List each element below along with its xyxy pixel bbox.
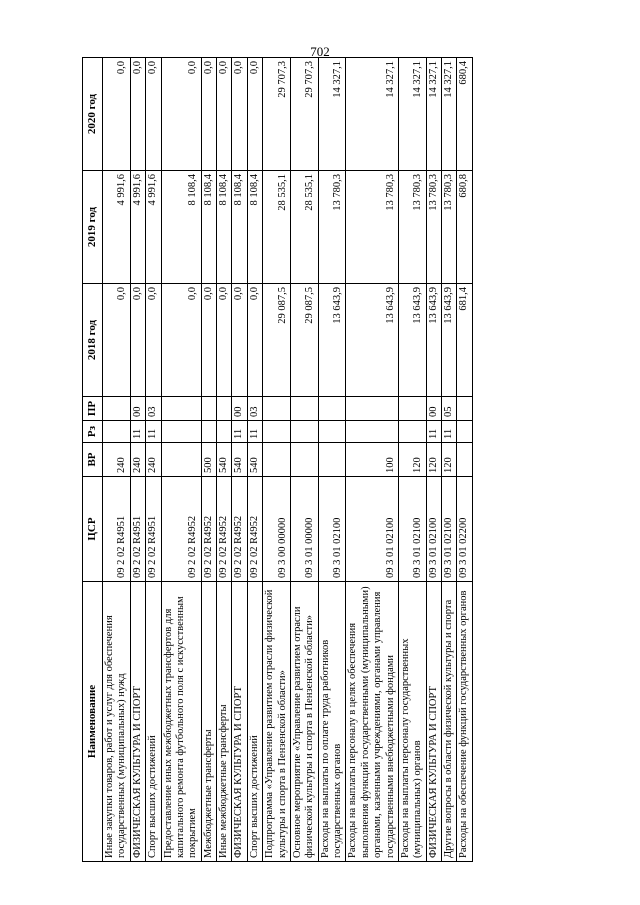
cell-vr [263, 443, 291, 477]
cell-2020: 0,0 [161, 58, 201, 171]
cell-pr: 00 [426, 397, 441, 421]
table-row [318, 58, 346, 862]
cell-rz: 11 [247, 421, 262, 443]
cell-vr: 540 [232, 443, 247, 477]
table-row [130, 58, 145, 862]
table-header-row [83, 58, 103, 862]
cell-csr: 09 3 01 00000 [290, 477, 318, 582]
cell-rz [398, 421, 426, 443]
cell-rz [457, 421, 472, 443]
table-row [457, 58, 472, 862]
table-row [346, 58, 399, 862]
cell-pr [217, 397, 232, 421]
cell-name: Расходы на выплаты по оплате труда работников государственных органов [318, 582, 346, 862]
cell-2018: 13 643,9 [442, 284, 457, 397]
cell-rz [346, 421, 399, 443]
cell-csr: 09 3 01 02100 [318, 477, 346, 582]
cell-2019: 13 780,3 [398, 171, 426, 284]
cell-vr: 540 [247, 443, 262, 477]
cell-pr: 03 [247, 397, 262, 421]
cell-rz [318, 421, 346, 443]
cell-rz: 11 [442, 421, 457, 443]
cell-csr: 09 2 02 R4952 [201, 477, 216, 582]
cell-name: ФИЗИЧЕСКАЯ КУЛЬТУРА И СПОРТ [130, 582, 145, 862]
cell-vr [318, 443, 346, 477]
cell-2020: 29 707,3 [263, 58, 291, 171]
header-2019: 2019 год [83, 171, 103, 284]
cell-pr [290, 397, 318, 421]
cell-vr [457, 443, 472, 477]
cell-csr: 09 2 02 R4952 [232, 477, 247, 582]
cell-csr: 09 2 02 R4951 [146, 477, 161, 582]
cell-csr: 09 3 01 02100 [398, 477, 426, 582]
header-rz: Рз [83, 421, 103, 443]
cell-2019: 680,8 [457, 171, 472, 284]
cell-2018: 0,0 [146, 284, 161, 397]
budget-table [82, 57, 473, 862]
cell-2019: 13 780,3 [318, 171, 346, 284]
header-csr: ЦСР [83, 477, 103, 582]
cell-2019: 8 108,4 [247, 171, 262, 284]
cell-csr: 09 2 02 R4952 [161, 477, 201, 582]
header-pr: ПР [83, 397, 103, 421]
cell-pr [201, 397, 216, 421]
cell-2018: 0,0 [217, 284, 232, 397]
cell-2018: 0,0 [247, 284, 262, 397]
cell-2020: 0,0 [232, 58, 247, 171]
cell-pr [263, 397, 291, 421]
table-row [217, 58, 232, 862]
cell-name: Межбюджетные трансферты [201, 582, 216, 862]
table-row [398, 58, 426, 862]
cell-vr: 500 [201, 443, 216, 477]
cell-csr: 09 2 02 R4951 [103, 477, 131, 582]
cell-2020: 680,4 [457, 58, 472, 171]
cell-name: ФИЗИЧЕСКАЯ КУЛЬТУРА И СПОРТ [232, 582, 247, 862]
cell-2019: 13 780,3 [426, 171, 441, 284]
cell-vr: 240 [130, 443, 145, 477]
table-row [426, 58, 441, 862]
cell-2018: 0,0 [130, 284, 145, 397]
cell-2018: 681,4 [457, 284, 472, 397]
cell-rz [217, 421, 232, 443]
cell-name: Подпрограмма «Управление развитием отрасли физической культуры и спорта в Пензенской области» [263, 582, 291, 862]
cell-csr: 09 3 01 02200 [457, 477, 472, 582]
cell-2019: 4 991,6 [130, 171, 145, 284]
table-row [161, 58, 201, 862]
cell-csr: 09 3 00 00000 [263, 477, 291, 582]
cell-2020: 14 327,1 [346, 58, 399, 171]
cell-2020: 0,0 [103, 58, 131, 171]
cell-2020: 14 327,1 [318, 58, 346, 171]
table-row [263, 58, 291, 862]
cell-2018: 0,0 [232, 284, 247, 397]
table-row [442, 58, 457, 862]
cell-csr: 09 2 02 R4952 [247, 477, 262, 582]
cell-rz [201, 421, 216, 443]
cell-rz [103, 421, 131, 443]
cell-vr: 120 [426, 443, 441, 477]
cell-2019: 8 108,4 [161, 171, 201, 284]
cell-2019: 8 108,4 [232, 171, 247, 284]
cell-rz [290, 421, 318, 443]
cell-2018: 13 643,9 [318, 284, 346, 397]
cell-rz [263, 421, 291, 443]
cell-2020: 14 327,1 [398, 58, 426, 171]
cell-csr: 09 3 01 02100 [426, 477, 441, 582]
cell-rz: 11 [146, 421, 161, 443]
cell-2019: 4 991,6 [103, 171, 131, 284]
cell-name: Расходы на выплаты персоналу в целях обеспечения выполнения функций государственными (муниципальными) органами, казенными учреждениями, органами управления государственными внебюджетными фондами [346, 582, 399, 862]
page-number: 702 [310, 44, 330, 59]
cell-2020: 0,0 [201, 58, 216, 171]
cell-vr [161, 443, 201, 477]
cell-2018: 0,0 [201, 284, 216, 397]
cell-rz: 11 [426, 421, 441, 443]
table-row [247, 58, 262, 862]
cell-pr [103, 397, 131, 421]
cell-2020: 0,0 [247, 58, 262, 171]
cell-pr [318, 397, 346, 421]
cell-name: Другие вопросы в области физической культуры и спорта [442, 582, 457, 862]
cell-vr: 240 [146, 443, 161, 477]
cell-name: Расходы на выплаты персоналу государственных (муниципальных) органов [398, 582, 426, 862]
cell-name: Основное мероприятие «Управление развитием отрасли физической культуры и спорта в Пензенской области» [290, 582, 318, 862]
cell-2019: 8 108,4 [217, 171, 232, 284]
cell-2019: 13 780,3 [346, 171, 399, 284]
cell-2019: 28 535,1 [263, 171, 291, 284]
header-vr: ВР [83, 443, 103, 477]
cell-csr: 09 3 01 02100 [346, 477, 399, 582]
cell-name: ФИЗИЧЕСКАЯ КУЛЬТУРА И СПОРТ [426, 582, 441, 862]
cell-name: Предоставление иных межбюджетных трансфертов для капитального ремонта футбольного поля с искусственным покрытием [161, 582, 201, 862]
cell-pr: 05 [442, 397, 457, 421]
cell-2019: 13 780,3 [442, 171, 457, 284]
cell-pr [398, 397, 426, 421]
cell-rz: 11 [232, 421, 247, 443]
cell-pr [161, 397, 201, 421]
cell-2018: 13 643,9 [426, 284, 441, 397]
cell-csr: 09 2 02 R4952 [217, 477, 232, 582]
cell-2018: 0,0 [161, 284, 201, 397]
cell-pr [457, 397, 472, 421]
cell-name: Расходы на обеспечение функций государственных органов [457, 582, 472, 862]
cell-2018: 29 087,5 [263, 284, 291, 397]
cell-2019: 4 991,6 [146, 171, 161, 284]
cell-rz [161, 421, 201, 443]
table-row [290, 58, 318, 862]
cell-2019: 28 535,1 [290, 171, 318, 284]
cell-name: Иные закупки товаров, работ и услуг для обеспечения государственных (муниципальных) нужд [103, 582, 131, 862]
cell-2020: 0,0 [146, 58, 161, 171]
cell-2018: 29 087,5 [290, 284, 318, 397]
cell-vr: 240 [103, 443, 131, 477]
cell-pr: 00 [130, 397, 145, 421]
cell-pr: 03 [146, 397, 161, 421]
cell-2020: 14 327,1 [426, 58, 441, 171]
cell-name: Иные межбюджетные трансферты [217, 582, 232, 862]
cell-name: Спорт высших достижений [247, 582, 262, 862]
cell-vr: 120 [442, 443, 457, 477]
table-row [103, 58, 131, 862]
table-row [146, 58, 161, 862]
cell-vr [290, 443, 318, 477]
cell-2020: 0,0 [217, 58, 232, 171]
cell-2018: 0,0 [103, 284, 131, 397]
cell-2018: 13 643,9 [346, 284, 399, 397]
cell-rz: 11 [130, 421, 145, 443]
cell-2020: 14 327,1 [442, 58, 457, 171]
cell-2020: 29 707,3 [290, 58, 318, 171]
cell-pr [346, 397, 399, 421]
cell-pr: 00 [232, 397, 247, 421]
cell-2020: 0,0 [130, 58, 145, 171]
table-row [201, 58, 216, 862]
header-2018: 2018 год [83, 284, 103, 397]
cell-vr: 120 [398, 443, 426, 477]
cell-2018: 13 643,9 [398, 284, 426, 397]
cell-vr: 100 [346, 443, 399, 477]
cell-csr: 09 3 01 02100 [442, 477, 457, 582]
header-name: Наименование [83, 582, 103, 862]
cell-csr: 09 2 02 R4951 [130, 477, 145, 582]
cell-2019: 8 108,4 [201, 171, 216, 284]
header-2020: 2020 год [83, 58, 103, 171]
cell-vr: 540 [217, 443, 232, 477]
table-row [232, 58, 247, 862]
rotated-table-container [82, 57, 514, 862]
cell-name: Спорт высших достижений [146, 582, 161, 862]
